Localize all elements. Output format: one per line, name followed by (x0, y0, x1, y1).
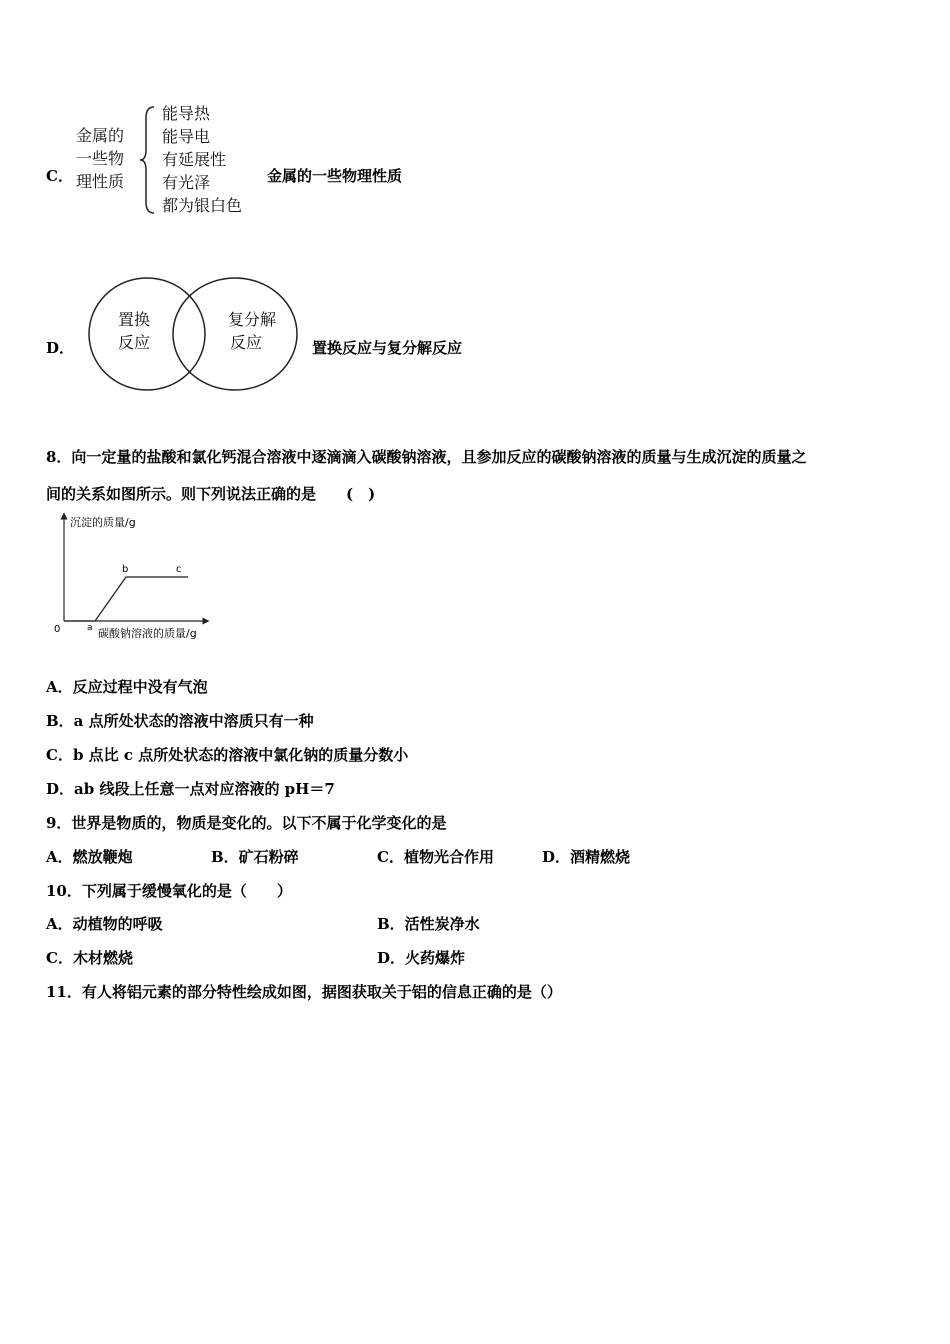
q8-option-d: D．ab 线段上任意一点对应溶液的 pH＝7 (46, 780, 335, 798)
venn-right-line: 复分解 (228, 310, 277, 329)
venn-right-text (228, 308, 276, 354)
q8-stem-line2: 间的关系如图所示。则下列说法正确的是 ( ) (46, 485, 376, 503)
q8-stem-line1: 8．向一定量的盐酸和氯化钙混合溶液中逐滴滴入碳酸钠溶液，且参加反应的碳酸钠溶液的质量与生成沉淀的质量之 (46, 448, 807, 466)
q10-option-d: D．火药爆炸 (377, 949, 466, 967)
property-list (162, 102, 242, 217)
point-label-b: b (122, 564, 129, 575)
venn-left-line: 反应 (118, 333, 151, 352)
property-item: 能导热 (162, 104, 211, 123)
x-axis-label: 碳酸钠溶液的质量/g (98, 627, 197, 640)
q8-option-c: C．b 点比 c 点所处状态的溶液中氯化钠的质量分数小 (46, 746, 409, 764)
q9-option-d: D．酒精燃烧 (542, 848, 631, 866)
venn-diagram (88, 276, 302, 392)
property-item: 能导电 (162, 127, 211, 146)
origin-label: 0 (54, 624, 61, 635)
venn-right-line: 反应 (230, 333, 263, 352)
venn-left-text (118, 308, 150, 354)
property-item: 都为银白色 (162, 196, 243, 215)
diagram-title-line: 金属的 (76, 126, 125, 145)
q11-stem: 11．有人将铝元素的部分特性绘成如图，据图获取关于铝的信息正确的是（） (46, 983, 562, 1001)
y-axis-label: 沉淀的质量/g (70, 516, 136, 529)
q10-option-a: A．动植物的呼吸 (46, 915, 163, 933)
property-item: 有延展性 (162, 150, 227, 169)
q9-option-c: C．植物光合作用 (377, 848, 494, 866)
option-c-caption: 金属的一些物理性质 (267, 167, 403, 185)
option-d-label: D． (46, 339, 75, 357)
diagram-title-line: 一些物 (76, 149, 125, 168)
q10-stem: 10．下列属于缓慢氧化的是（ ） (46, 882, 292, 900)
metal-properties-diagram (70, 102, 260, 220)
property-item: 有光泽 (162, 173, 211, 192)
q9-option-b: B．矿石粉碎 (211, 848, 299, 866)
diagram-title-line: 理性质 (76, 172, 125, 191)
diagram-title (76, 124, 124, 193)
venn-left-line: 置换 (118, 310, 151, 329)
q8-option-b: B．a 点所处状态的溶液中溶质只有一种 (46, 712, 314, 730)
option-c-label: C． (46, 167, 73, 185)
q8-chart (44, 510, 234, 644)
q9-stem: 9．世界是物质的，物质是变化的。以下不属于化学变化的是 (46, 814, 447, 832)
point-label-c: c (176, 564, 182, 575)
curly-brace-icon (136, 104, 160, 216)
q8-option-a: A．反应过程中没有气泡 (46, 678, 208, 696)
q10-option-b: B．活性炭净水 (377, 915, 480, 933)
option-d-caption: 置换反应与复分解反应 (312, 339, 463, 357)
q9-option-a: A．燃放鞭炮 (46, 848, 133, 866)
series-line (64, 577, 188, 621)
q10-option-c: C．木材燃烧 (46, 949, 133, 967)
point-label-a: a (87, 623, 93, 633)
